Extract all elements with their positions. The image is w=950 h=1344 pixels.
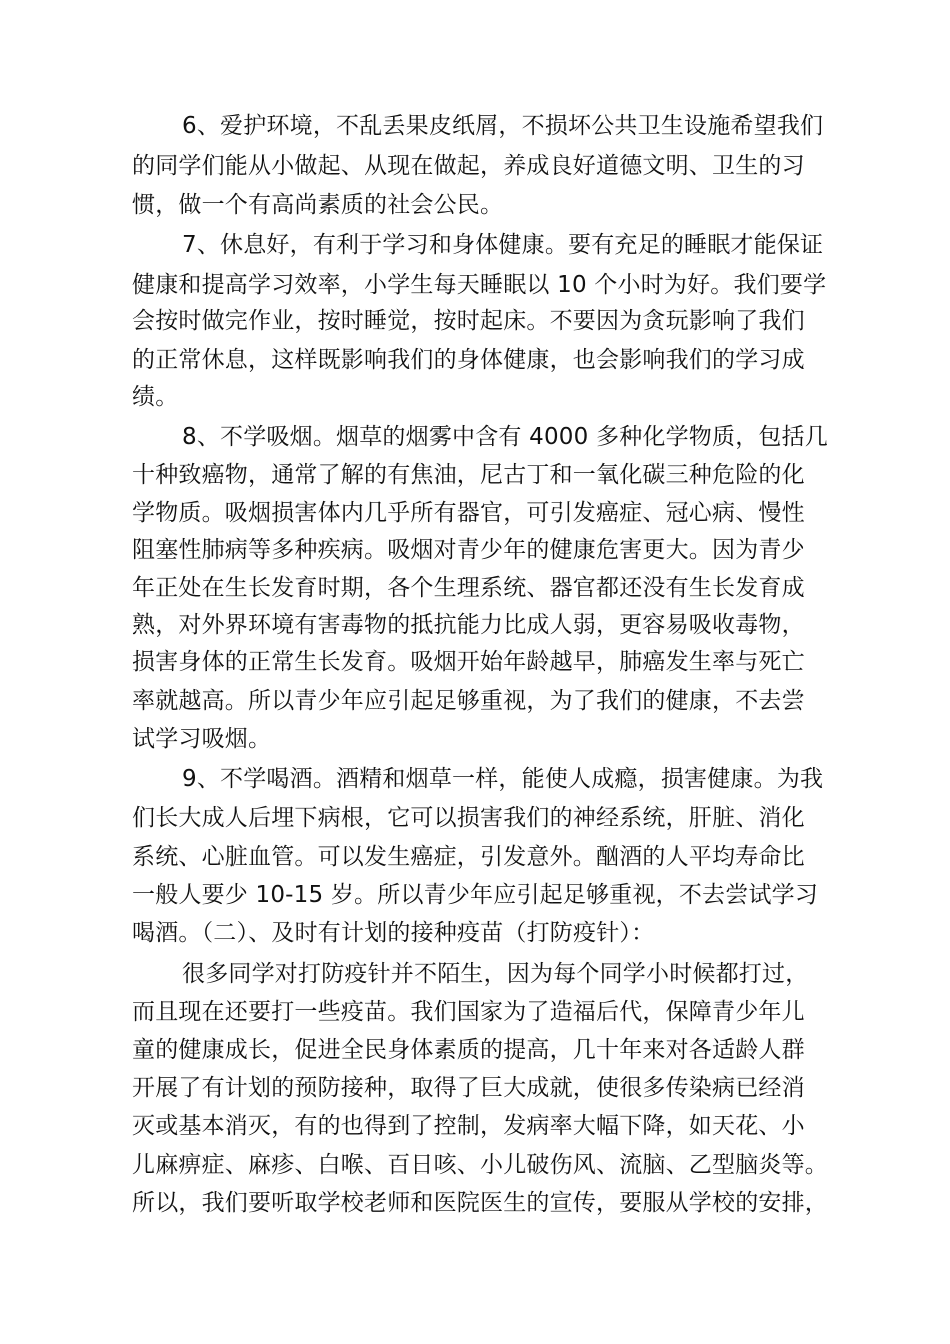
text-line: 童的健康成长，促进全民身体素质的提高，几十年来对各适龄人群 [132, 1037, 805, 1063]
text-line: 的正常休息，这样既影响我们的身体健康，也会影响我们的学习成 [132, 347, 805, 373]
text-line: 系统、心脏血管。可以发生癌症，引发意外。酗酒的人平均寿命比 [132, 844, 805, 870]
text-line: 绩。 [132, 384, 179, 410]
text-line: 率就越高。所以青少年应引起足够重视，为了我们的健康，不去尝 [132, 688, 805, 714]
text-line: 所以，我们要听取学校老师和医院医生的宣传，要服从学校的安排， [132, 1190, 828, 1216]
text-line: 惯，做一个有高尚素质的社会公民。 [132, 192, 504, 218]
text-line: 喝酒。（二）、及时有计划的接种疫苗（打防疫针）： [132, 920, 655, 946]
text-line: 会按时做完作业，按时睡觉，按时起床。不要因为贪玩影响了我们 [132, 308, 805, 334]
text-line: 而且现在还要打一些疫苗。我们国家为了造福后代，保障青少年儿 [132, 999, 805, 1025]
text-line: 学物质。吸烟损害体内几乎所有器官，可引发癌症、冠心病、慢性 [132, 500, 805, 526]
text-line: 熟，对外界环境有害毒物的抵抗能力比成人弱，更容易吸收毒物， [132, 612, 805, 638]
text-line: 的同学们能从小做起、从现在做起，养成良好道德文明、卫生的习 [132, 153, 805, 179]
text-line: 开展了有计划的预防接种，取得了巨大成就，使很多传染病已经消 [132, 1075, 805, 1101]
text-line: 9、不学喝酒。酒精和烟草一样，能使人成瘾，损害健康。为我 [182, 766, 824, 792]
text-line: 们长大成人后埋下病根，它可以损害我们的神经系统，肝脏、消化 [132, 805, 805, 831]
text-line: 试学习吸烟。 [132, 726, 272, 752]
text-line: 7、休息好，有利于学习和身体健康。要有充足的睡眠才能保证 [182, 232, 824, 258]
text-line: 阻塞性肺病等多种疾病。吸烟对青少年的健康危害更大。因为青少 [132, 537, 805, 563]
text-line: 6、爱护环境，不乱丢果皮纸屑，不损坏公共卫生设施希望我们 [182, 113, 824, 139]
text-line: 灭或基本消灭，有的也得到了控制，发病率大幅下降，如天花、小 [132, 1113, 805, 1139]
text-line: 十种致癌物，通常了解的有焦油，尼古丁和一氧化碳三种危险的化 [132, 462, 805, 488]
text-line: 一般人要少 10-15 岁。所以青少年应引起足够重视，不去尝试学习 [132, 882, 819, 908]
text-line: 儿麻痹症、麻疹、白喉、百日咳、小儿破伤风、流脑、乙型脑炎等。 [132, 1152, 828, 1178]
text-line: 年正处在生长发育时期，各个生理系统、器官都还没有生长发育成 [132, 575, 805, 601]
text-line: 很多同学对打防疫针并不陌生，因为每个同学小时候都打过， [182, 961, 809, 987]
text-line: 损害身体的正常生长发育。吸烟开始年龄越早，肺癌发生率与死亡 [132, 649, 805, 675]
text-line: 8、不学吸烟。烟草的烟雾中含有 4000 多种化学物质，包括几 [182, 424, 828, 450]
text-line: 健康和提高学习效率，小学生每天睡眠以 10 个小时为好。我们要学 [132, 272, 827, 298]
